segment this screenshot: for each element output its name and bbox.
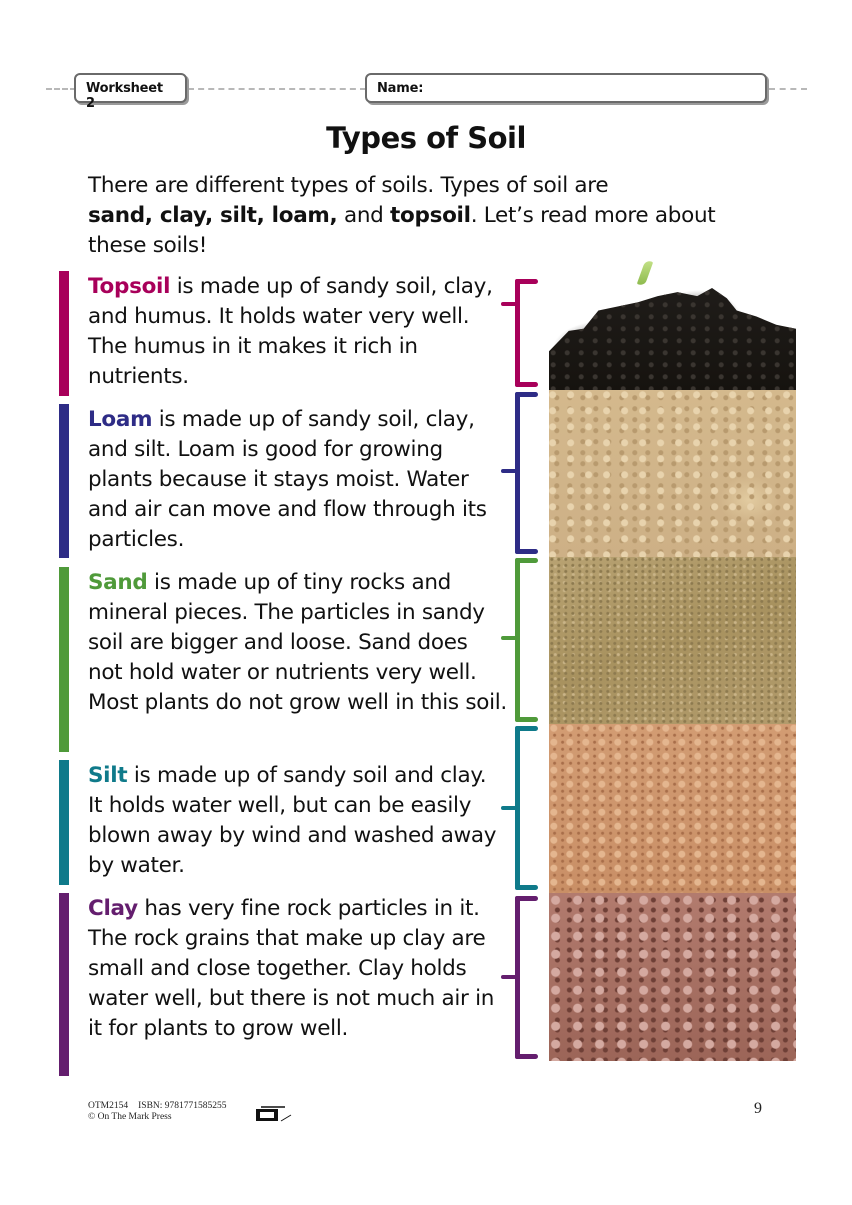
name-field[interactable] [365, 73, 767, 103]
intro-bold-terms: sand, clay, silt, loam, [88, 203, 338, 228]
term-silt: Silt [88, 763, 128, 788]
description-sand: is made up of tiny rocks and mineral pieces. The particles in sandy soil are bigger and loose. Sand does not hold water or nutrients very well. Most plants do not grow well in this soil. [88, 570, 507, 715]
term-loam: Loam [88, 407, 153, 432]
section-bar-topsoil [59, 271, 69, 396]
page-title: Types of Soil [326, 121, 526, 155]
section-text-sand [88, 568, 508, 718]
term-sand: Sand [88, 570, 148, 595]
bracket-clay [501, 896, 538, 1059]
topsoil-image [549, 258, 796, 390]
bracket-topsoil [501, 279, 538, 387]
intro-rest: . Let’s read more about these soils! [88, 203, 716, 258]
header-dashed-line-middle [188, 88, 366, 90]
section-text-topsoil [88, 272, 498, 392]
section-text-clay [88, 894, 498, 1044]
section-text-loam [88, 405, 498, 555]
silt-image [549, 724, 796, 893]
footer-publisher-info [88, 1101, 237, 1123]
bracket-loam [501, 392, 538, 554]
description-topsoil: is made up of sandy soil, clay, and humus. It holds water very well. The humus in it makes it rich in nutrients. [88, 274, 493, 389]
intro-and: and [337, 203, 391, 228]
section-bar-clay [59, 893, 69, 1076]
section-bar-sand [59, 567, 69, 752]
intro-bold-topsoil: topsoil [390, 203, 471, 228]
footer-isbn: ISBN: 9781771585255 [138, 1101, 227, 1111]
intro-paragraph [88, 171, 748, 261]
worksheet-label-box [74, 73, 187, 111]
header-dashed-line-left [46, 88, 76, 90]
bracket-silt [501, 726, 538, 890]
section-bar-silt [59, 760, 69, 885]
bracket-sand [501, 558, 538, 722]
term-topsoil: Topsoil [88, 274, 171, 299]
sprout-icon [637, 259, 653, 286]
intro-line1: There are different types of soils. Types of soil are [88, 173, 609, 198]
topsoil-mound [549, 288, 796, 390]
worksheet-label: Worksheet 2 [86, 81, 163, 111]
page-number: 9 [754, 1100, 762, 1117]
sand-image [549, 557, 796, 724]
footer-code: OTM2154 [88, 1101, 129, 1111]
term-clay: Clay [88, 896, 138, 921]
loam-image [549, 390, 796, 557]
section-bar-loam [59, 404, 69, 558]
description-loam: is made up of sandy soil, clay, and silt. Loam is good for growing plants because it stays moist. Water and air can move and flow through its particles. [88, 407, 487, 552]
footer-copyright: © On The Mark Press [88, 1112, 172, 1122]
section-text-silt [88, 761, 498, 881]
description-clay: has very fine rock particles in it. The rock grains that make up clay are small and close together. Clay holds water well, but there is not much air in it for plants to grow well. [88, 896, 495, 1041]
name-label: Name: [377, 81, 424, 96]
description-silt: is made up of sandy soil and clay. It holds water well, but can be easily blown away by wind and washed away by water. [88, 763, 497, 878]
clay-image [549, 893, 796, 1061]
publisher-logo-icon [255, 1104, 295, 1124]
header-dashed-line-right [769, 88, 807, 90]
